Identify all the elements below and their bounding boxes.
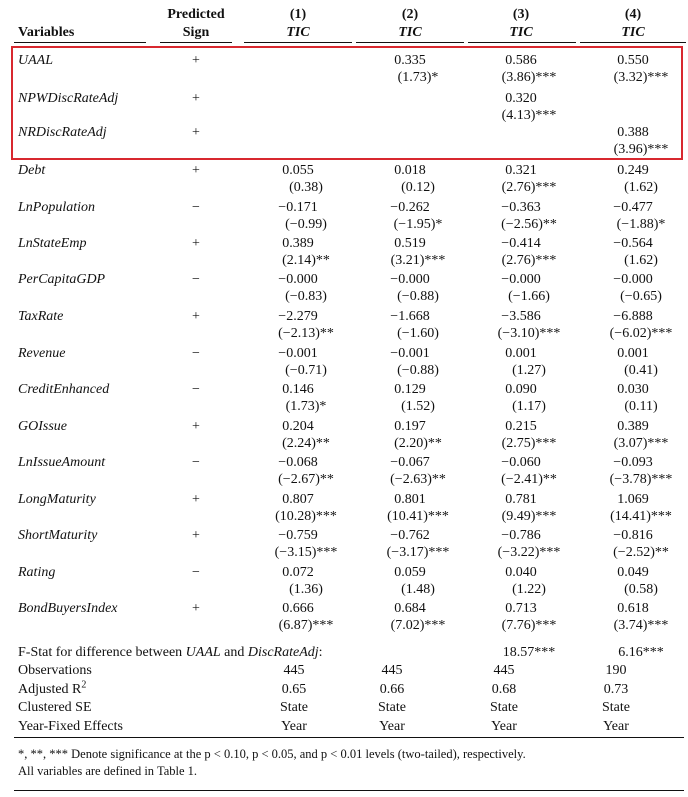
t-stat-cell: (9.49)*** xyxy=(501,509,557,524)
t-stat-cell: (3.32)*** xyxy=(613,70,669,85)
predicted-sign: + xyxy=(192,163,200,178)
t-stat-cell: (−1.60) xyxy=(397,326,439,341)
summary-value: Year xyxy=(603,719,629,734)
coefficient-cell: 0.059 xyxy=(394,565,426,580)
coefficient-cell: 0.249 xyxy=(617,163,649,178)
t-stat-cell: (1.62) xyxy=(624,253,658,268)
coefficient-cell: 0.389 xyxy=(617,419,649,434)
t-stat-cell: (−2.52)** xyxy=(613,545,669,560)
t-stat-cell: (−0.99) xyxy=(285,217,327,232)
table-bottom-rule xyxy=(14,737,684,738)
predicted-sign: + xyxy=(192,91,200,106)
coefficient-cell: 0.072 xyxy=(282,565,314,580)
t-stat-cell: (1.48) xyxy=(401,582,435,597)
coefficient-cell: 0.684 xyxy=(394,601,426,616)
coefficient-cell: −0.000 xyxy=(501,272,541,287)
t-stat-cell: (−2.63)** xyxy=(390,472,446,487)
coefficient-cell: −0.001 xyxy=(278,346,318,361)
t-stat-cell: (−2.67)** xyxy=(278,472,334,487)
coefficient-cell: 0.146 xyxy=(282,382,314,397)
summary-label-text: Adjusted R xyxy=(18,682,82,697)
header-variables: Variables xyxy=(18,25,75,40)
t-stat-cell: (10.28)*** xyxy=(275,509,337,524)
variable-name: Debt xyxy=(18,163,46,178)
col-1-name: TIC xyxy=(286,25,310,40)
summary-value: Year xyxy=(379,719,405,734)
t-stat-cell: (7.02)*** xyxy=(390,618,446,633)
header-underline-col1 xyxy=(244,42,352,43)
coefficient-cell: 0.049 xyxy=(617,565,649,580)
predicted-sign: − xyxy=(192,455,200,470)
summary-label-text: Year-Fixed Effects xyxy=(18,719,123,734)
fstat-label-post: : xyxy=(318,645,323,660)
t-stat-cell: (1.73)* xyxy=(397,70,439,85)
coefficient-cell: 0.055 xyxy=(282,163,314,178)
variable-name: ShortMaturity xyxy=(18,528,98,543)
t-stat-cell: (1.73)* xyxy=(285,399,327,414)
t-stat-cell: (−1.95)* xyxy=(393,217,443,232)
coefficient-cell: 0.713 xyxy=(505,601,537,616)
coefficient-cell: 0.320 xyxy=(505,91,537,106)
summary-label xyxy=(18,699,92,716)
coefficient-cell: 0.801 xyxy=(394,492,426,507)
coefficient-cell: 0.388 xyxy=(617,125,649,140)
variable-name: NPWDiscRateAdj xyxy=(18,91,119,106)
summary-value: State xyxy=(280,700,308,715)
t-stat-cell: (2.76)*** xyxy=(501,180,557,195)
coefficient-cell: 0.807 xyxy=(282,492,314,507)
coefficient-cell: −0.171 xyxy=(278,200,318,215)
variable-name: LongMaturity xyxy=(18,492,96,507)
predicted-sign: + xyxy=(192,125,200,140)
summary-label-text: Clustered SE xyxy=(18,700,92,715)
summary-value: Year xyxy=(491,719,517,734)
coefficient-cell: −0.762 xyxy=(390,528,430,543)
footnote-definitions: All variables are defined in Table 1. xyxy=(18,764,198,778)
coefficient-cell: −3.586 xyxy=(501,309,541,324)
footnote-significance: *, **, *** Denote significance at the p < 0.10, p < 0.05, and p < 0.01 levels (two-tailed), respectively. xyxy=(18,747,526,761)
coefficient-cell: 0.090 xyxy=(505,382,537,397)
t-stat-cell: (−0.88) xyxy=(397,363,439,378)
coefficient-cell: −2.279 xyxy=(278,309,318,324)
summary-value: State xyxy=(490,700,518,715)
coefficient-cell: −0.477 xyxy=(613,200,653,215)
predicted-sign: − xyxy=(192,200,200,215)
t-stat-cell: (3.07)*** xyxy=(613,436,669,451)
t-stat-cell: (−3.22)*** xyxy=(497,545,561,560)
summary-label xyxy=(18,662,92,679)
coefficient-cell: 0.389 xyxy=(282,236,314,251)
coefficient-cell: 0.001 xyxy=(617,346,649,361)
predicted-sign: − xyxy=(192,565,200,580)
col-3-number: (3) xyxy=(512,7,530,22)
summary-value: 445 xyxy=(283,663,305,678)
coefficient-cell: 0.618 xyxy=(617,601,649,616)
fstat-label-discrateadj: DiscRateAdj xyxy=(247,645,319,660)
header-underline-col2 xyxy=(356,42,464,43)
t-stat-cell: (2.75)*** xyxy=(501,436,557,451)
variable-name: UAAL xyxy=(18,53,53,68)
coefficient-cell: −0.000 xyxy=(390,272,430,287)
t-stat-cell: (1.27) xyxy=(512,363,546,378)
header-predicted: Predicted xyxy=(167,7,225,22)
variable-name: GOIssue xyxy=(18,419,67,434)
predicted-sign: + xyxy=(192,53,200,68)
coefficient-cell: 0.030 xyxy=(617,382,649,397)
coefficient-cell: 0.550 xyxy=(617,53,649,68)
variable-name: BondBuyersIndex xyxy=(18,601,118,616)
predicted-sign: + xyxy=(192,236,200,251)
t-stat-cell: (−3.10)*** xyxy=(497,326,561,341)
summary-value: 445 xyxy=(493,663,515,678)
t-stat-cell: (−0.88) xyxy=(397,289,439,304)
t-stat-cell: (−2.56)** xyxy=(501,217,557,232)
summary-value: 0.66 xyxy=(379,682,405,697)
summary-label-text: Observations xyxy=(18,663,92,678)
t-stat-cell: (7.76)*** xyxy=(501,618,557,633)
variable-name: LnIssueAmount xyxy=(18,455,106,470)
summary-label-superscript: 2 xyxy=(81,679,87,691)
coefficient-cell: −0.093 xyxy=(613,455,653,470)
predicted-sign: + xyxy=(192,492,200,507)
t-stat-cell: (3.74)*** xyxy=(613,618,669,633)
coefficient-cell: −0.001 xyxy=(390,346,430,361)
t-stat-cell: (0.12) xyxy=(401,180,435,195)
coefficient-cell: 0.586 xyxy=(505,53,537,68)
coefficient-cell: 0.321 xyxy=(505,163,537,178)
t-stat-cell: (−2.13)** xyxy=(278,326,334,341)
col-3-name: TIC xyxy=(509,25,533,40)
t-stat-cell: (0.11) xyxy=(624,399,658,414)
page-bottom-rule xyxy=(14,790,684,791)
t-stat-cell: (0.41) xyxy=(624,363,658,378)
coefficient-cell: 0.197 xyxy=(394,419,426,434)
t-stat-cell: (−6.02)*** xyxy=(609,326,673,341)
coefficient-cell: −0.363 xyxy=(501,200,541,215)
coefficient-cell: 0.129 xyxy=(394,382,426,397)
t-stat-cell: (1.62) xyxy=(624,180,658,195)
predicted-sign: − xyxy=(192,382,200,397)
coefficient-cell: 0.335 xyxy=(394,53,426,68)
header-underline-col3 xyxy=(468,42,576,43)
fstat-label-uaal: UAAL xyxy=(185,645,221,660)
coefficient-cell: 0.666 xyxy=(282,601,314,616)
t-stat-cell: (−1.66) xyxy=(508,289,550,304)
t-stat-cell: (4.13)*** xyxy=(501,108,557,123)
t-stat-cell: (6.87)*** xyxy=(278,618,334,633)
summary-value: State xyxy=(378,700,406,715)
t-stat-cell: (1.22) xyxy=(512,582,546,597)
variable-name: NRDiscRateAdj xyxy=(18,125,107,140)
predicted-sign: + xyxy=(192,419,200,434)
coefficient-cell: −0.262 xyxy=(390,200,430,215)
col-4-name: TIC xyxy=(621,25,645,40)
t-stat-cell: (14.41)*** xyxy=(610,509,672,524)
header-underline-sign xyxy=(160,42,232,43)
coefficient-cell: −6.888 xyxy=(613,309,653,324)
variable-name: LnPopulation xyxy=(18,200,96,215)
coefficient-cell: −0.000 xyxy=(613,272,653,287)
fstat-label-mid: and xyxy=(220,645,248,660)
fstat-value-col4: 6.16*** xyxy=(618,645,664,660)
t-stat-cell: (1.17) xyxy=(512,399,546,414)
col-2-name: TIC xyxy=(398,25,422,40)
coefficient-cell: −0.759 xyxy=(278,528,318,543)
variable-name: CreditEnhanced xyxy=(18,382,110,397)
t-stat-cell: (−0.65) xyxy=(620,289,662,304)
coefficient-cell: −0.564 xyxy=(613,236,653,251)
fstat-value-col3: 18.57*** xyxy=(502,645,556,660)
variable-name: LnStateEmp xyxy=(18,236,87,251)
col-1-number: (1) xyxy=(289,7,307,22)
variable-name: Rating xyxy=(18,565,56,580)
coefficient-cell: −0.786 xyxy=(501,528,541,543)
t-stat-cell: (1.52) xyxy=(401,399,435,414)
t-stat-cell: (−3.17)*** xyxy=(386,545,450,560)
t-stat-cell: (−3.15)*** xyxy=(274,545,338,560)
t-stat-cell: (2.24)** xyxy=(282,436,330,451)
t-stat-cell: (−0.71) xyxy=(285,363,327,378)
coefficient-cell: 0.781 xyxy=(505,492,537,507)
t-stat-cell: (10.41)*** xyxy=(387,509,449,524)
coefficient-cell: 0.001 xyxy=(505,346,537,361)
coefficient-cell: 0.204 xyxy=(282,419,314,434)
t-stat-cell: (−3.78)*** xyxy=(609,472,673,487)
t-stat-cell: (−1.88)* xyxy=(616,217,666,232)
t-stat-cell: (3.21)*** xyxy=(390,253,446,268)
summary-value: 445 xyxy=(381,663,403,678)
coefficient-cell: −0.067 xyxy=(390,455,430,470)
coefficient-cell: 0.519 xyxy=(394,236,426,251)
summary-value: 0.73 xyxy=(603,682,629,697)
t-stat-cell: (1.36) xyxy=(289,582,323,597)
summary-label xyxy=(18,718,123,735)
header-underline-col4 xyxy=(580,42,686,43)
coefficient-cell: −0.000 xyxy=(278,272,318,287)
coefficient-cell: 0.215 xyxy=(505,419,537,434)
variable-name: TaxRate xyxy=(18,309,64,324)
coefficient-cell: 0.040 xyxy=(505,565,537,580)
predicted-sign: − xyxy=(192,346,200,361)
coefficient-cell: −0.816 xyxy=(613,528,653,543)
predicted-sign: + xyxy=(192,601,200,616)
predicted-sign: + xyxy=(192,309,200,324)
t-stat-cell: (2.14)** xyxy=(282,253,330,268)
variable-name: PerCapitaGDP xyxy=(18,272,106,287)
header-sign: Sign xyxy=(182,25,210,40)
t-stat-cell: (−0.83) xyxy=(285,289,327,304)
t-stat-cell: (3.96)*** xyxy=(613,142,669,157)
predicted-sign: − xyxy=(192,272,200,287)
coefficient-cell: −0.068 xyxy=(278,455,318,470)
coefficient-cell: −1.668 xyxy=(390,309,430,324)
summary-value: 190 xyxy=(605,663,627,678)
fstat-label xyxy=(18,644,323,661)
t-stat-cell: (0.38) xyxy=(289,180,323,195)
t-stat-cell: (0.58) xyxy=(624,582,658,597)
summary-label xyxy=(18,681,86,698)
summary-value: 0.65 xyxy=(281,682,307,697)
coefficient-cell: −0.060 xyxy=(501,455,541,470)
coefficient-cell: 1.069 xyxy=(617,492,649,507)
variable-name: Revenue xyxy=(18,346,66,361)
predicted-sign: + xyxy=(192,528,200,543)
t-stat-cell: (2.76)*** xyxy=(501,253,557,268)
summary-value: 0.68 xyxy=(491,682,517,697)
header-underline-variables xyxy=(14,42,146,43)
col-2-number: (2) xyxy=(401,7,419,22)
coefficient-cell: −0.414 xyxy=(501,236,541,251)
summary-value: Year xyxy=(281,719,307,734)
summary-value: State xyxy=(602,700,630,715)
coefficient-cell: 0.018 xyxy=(394,163,426,178)
col-4-number: (4) xyxy=(624,7,642,22)
t-stat-cell: (3.86)*** xyxy=(501,70,557,85)
fstat-label-pre: F-Stat for difference between xyxy=(18,645,186,660)
t-stat-cell: (2.20)** xyxy=(394,436,442,451)
t-stat-cell: (−2.41)** xyxy=(501,472,557,487)
